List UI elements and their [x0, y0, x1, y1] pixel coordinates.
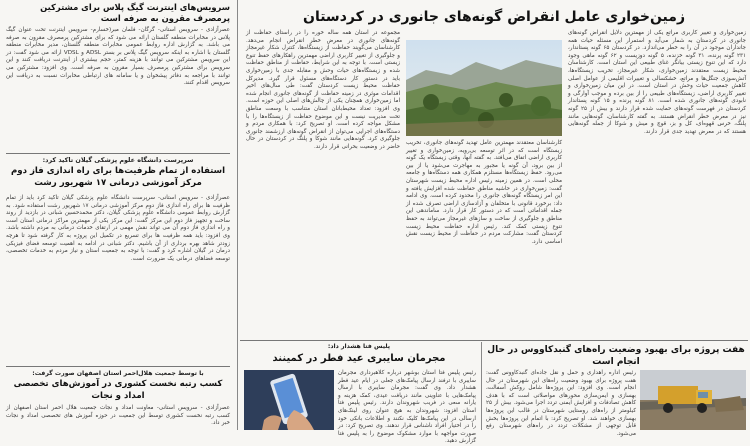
left-divider-2: [6, 366, 230, 367]
redcrescent-article-body: عصرآزادی - سرویس استانی- معاونت امداد و نجات جمعیت هلال احمر استان اصفهان از کسب رتبه نخست کشوری توسط این جمعیت در حوزه آموزش های تخصصی امداد و نجات خبر داد.: [6, 405, 230, 427]
bottom-column-rule: [481, 342, 482, 430]
landscape-illustration: [406, 40, 562, 136]
phone-illustration: [244, 370, 334, 430]
left-divider-1: [6, 153, 230, 154]
smartphone-hand-photo: [244, 370, 334, 430]
landgrab-body-middle: مجموعه در استان همه ساله خوره را در راستای حفاظت از گونه‌های جانوری در معرض خطر انقراض انجام می‌دهد. کارشناسان می‌گویند حفاظت از زیستگاه‌ها، کنترل شکار غیرمجاز و جلوگیری از تغییر کاربری اراضی مهمترین راهکارهای حفظ تنوع زیستی است. با توجه به این شرایط، حفاظت از مناطق حفاظت شده و زیستگاه‌های حیات وحش و مقابله جدی با زمین‌خواری باید در دستور کار دستگاه‌های مسئول قرار گیرد. مدیرکل حفاظت محیط زیست کردستان گفت: طی سال‌های اخیر اقدامات موثری در زمینه حفاظت از گونه‌های جانوری انجام شده اما زمین‌خواری همچنان یکی از چالش‌های اصلی این حوزه است. وی افزود: تعداد محیط‌بانان استان متناسب با وسعت مناطق تحت مدیریت نیست و این موضوع حفاظت از زیستگاه‌ها را با مشکل مواجه کرده است. او تصریح کرد: با همکاری مردم و دستگاه‌های اجرایی می‌توان از انقراض گونه‌های ارزشمند جانوری جلوگیری کرد. گونه‌هایی مانند شوکا و پلنگ در کردستان در حال حاضر در وضعیت بحرانی قرار دارند.: [246, 30, 400, 150]
main-feature: [240, 0, 750, 340]
road-construction-photo: [640, 370, 746, 430]
landgrab-body-left: کارشناسان معتقدند مهمترین عامل تهدید گونه‌های جانوری، تخریب زیستگاه است که در اثر توسعه بی‌رویه، زمین‌خواری و تغییر کاربری اراضی اتفاق می‌افتد. به گفته آنها، وقتی زیستگاه یک گونه از بین برود، آن گونه یا مجبور به مهاجرت می‌شود یا از بین می‌رود. حفظ زیستگاه‌ها مستلزم همکاری همه دستگاه‌ها و جامعه محلی است. در همین زمینه رئیس اداره محیط زیست شهرستان گفت: زمین‌خواری در حاشیه مناطق حفاظت شده افزایش یافته و این امر زیستگاه گونه‌های جانوری را محدود کرده است. وی ادامه داد: برخورد قانونی با متخلفان و آزادسازی اراضی تصرف شده از جمله اقداماتی است که در دستور کار قرار دارد. ساماندهی این مناطق و جلوگیری از ساخت و سازهای غیرمجاز می‌تواند به حفظ تنوع زیستی کمک کند. رئیس اداره حفاظت محیط زیست کردستان گفت: مشارکت مردم در حفاظت از محیط زیست نقش اساسی دارد.: [406, 140, 562, 245]
landgrab-headline: زمین‌خواری عامل انقراض گونه‌های جانوری در کردستان: [303, 9, 685, 25]
cyber-headline: مجرمان سایبری عید فطر در کمینند: [272, 353, 446, 364]
gonbad-roads-story: [484, 342, 748, 437]
gigplus-article-body: عصرآزادی - سرویس استانی- گرگان- فلمان مبر(خسارم- سرویس اینترنت تحت عنوان گیگ پلاس در مخابرات منطقه گلستان ارائه می شود که برای مشترکین پرمصرف مقرون به صرفه می باشد. به گزارش اداره روابط عمومی مخابرات منطقه گلستان، مدیر مخابرات منطقه گلستان با اشاره به اینکه سرویس گیگ پلاس بر بستر ADSL و VDSL ارائه می شود گفت: در این سرویس مشترکین می توانند با هزینه کمتر، حجم بیشتری از اینترنت دریافت کنند و این سرویس برای مشترکین پرمصرف بسیار مقرون به صرفه است. وی افزود: مشترکین می توانند با مراجعه به دفاتر پیشخوان و یا سامانه های ارتباطی مخابرات نسبت به دریافت این سرویس اقدام کنند.: [6, 27, 230, 87]
cyber-kicker: پلیس فتا هشدار داد:: [327, 343, 391, 350]
gonbad-headline: هفت پروژه برای بهبود وضعیت راه‌های گنبدکاووس در حال انجام است: [487, 345, 745, 367]
gigplus-headline: سرویس‌های اینترنت گیگ پلاس برای مشترکین پرمصرف مقرون به صرفه است: [40, 2, 230, 23]
redcrescent-kicker: با توسط جمعیت هلال‌احمر استان اصفهان صورت گرفت:: [32, 370, 204, 377]
gums-article-body: عصرآزادی - سرویس استانی- سرپرست دانشگاه علوم پزشکی گیلان تاکید کرد باید از تمام ظرفیت ها برای راه اندازی فاز دوم مرکز آموزشی درمانی ۱۷ شهریور رشت استفاده شود. به گزارش روابط عمومی دانشگاه علوم پزشکی گیلان، دکتر محمدحسین شبانی در بازدید از روند ساخت و تجهیز فاز دوم این مرکز گفت: این مرکز یکی از مهمترین مراکز درمانی استان است و راه اندازی فاز دوم آن می تواند نقش مهمی در ارتقای خدمات درمانی به مردم داشته باشد. وی افزود: باید همه ظرفیت ها برای تسریع در تکمیل این پروژه به کار گرفته شود تا هرچه زودتر شاهد بهره برداری از آن باشیم. دکتر شبانی در ادامه به اهمیت توسعه فضای فیزیکی درمان در گیلان اشاره کرد و گفت: با توجه به جمعیت استان و نیاز مردم به خدمات تخصصی، توسعه فضاهای درمانی یک ضرورت است.: [6, 195, 230, 262]
kurdistan-landscape-photo: [406, 40, 562, 136]
truck-illustration: [640, 370, 746, 430]
gums-kicker: سرپرست دانشگاه علوم پزشکی گیلان تاکید کرد:: [42, 156, 194, 164]
redcrescent-headline: کسب رتبه نخست کشوری در آموزش‌های تخصصی امداد و نجات: [13, 379, 223, 401]
gums-headline: استفاده از تمام ظرفیت‌ها برای راه اندازی فاز دوم مرکز آموزشی درمانی ۱۷ شهریور رشت: [10, 166, 226, 188]
column-rule-vertical: [237, 0, 238, 430]
main-bottom-divider: [240, 340, 748, 341]
gonbad-article-body: رئیس اداره راهداری و حمل و نقل جاده‌ای گنبدکاووس گفت: هفت پروژه برای بهبود وضعیت راه‌های این شهرستان در حال انجام است. وی افزود: این پروژه‌ها شامل روکش آسفالت، بهسازی و ایمن‌سازی محورهای مواصلاتی است که با هدف کاهش تصادفات و افزایش ایمنی تردد اجرا می‌شود. بیش از ۲۵ کیلومتر از راه‌های روستایی شهرستان در قالب این پروژه‌ها بهسازی خواهند شد. او تصریح کرد: با اتمام این پروژه‌ها بخش قابل توجهی از مشکلات تردد در راه‌های شهرستان رفع می‌شود.: [486, 370, 636, 437]
landgrab-body-right: زمین‌خواری و تغییر کاربری مراتع یکی از مهمترین دلایل انقراض گونه‌های جانوری در کردستان به شمار می‌آید و استمرار این مسئله حیات همه جانداران موجود در آن را به خطر می‌اندازد. در کردستان ۶۵ گونه پستاندار، ۲۳۱ گونه پرنده، ۳۱ گونه خزنده، ۵ گونه دوزیست و ۶۲ گونه ماهی وجود دارد که این تنوع زیستی بیانگر غنای طبیعی این استان است. کارشناسان محیط زیست معتقدند زمین‌خواری، شکار غیرمجاز، تخریب زیستگاه‌ها، آتش‌سوزی جنگل‌ها و مراتع، خشکسالی و تغییرات اقلیمی از عوامل اصلی کاهش جمعیت حیات وحش در استان است. در این میان زمین‌خواری و تغییر کاربری اراضی، زیستگاه‌های طبیعی را از بین برده و موجب آوارگی و نابودی گونه‌های جانوری شده است. ۸۱ گونه پرنده و ۱۵ گونه پستاندار کردستان در فهرست گونه‌های حمایت شده قرار دارند و بیش از ۲۵ گونه نیز در معرض خطر انقراض هستند. به گفته کارشناسان، گونه‌هایی مانند پلنگ، خرس قهوه‌ای، کل و بز، قوچ و میش و شوکا از جمله گونه‌هایی هستند که در معرض تهدید جدی قرار دارند.: [568, 30, 747, 135]
left-column: [2, 0, 234, 430]
cyber-article-body: رئیس پلیس فتا استان بوشهر درباره کلاهبرداری مجرمان سایبری با ترفند ارسال پیامک‌های جعلی در ایام عید فطر هشدار داد. وی گفت: مجرمان سایبری با ارسال پیامک‌هایی با عناوینی مانند دریافت عیدی، کمک هزینه و یارانه سعی در فریب شهروندان دارند. رئیس پلیس فتا استان افزود: شهروندان به هیچ عنوان روی لینک‌های ارسالی در این پیامک‌ها کلیک نکنند و اطلاعات بانکی خود را در اختیار افراد ناشناس قرار ندهند. وی تصریح کرد: در صورت مواجهه با موارد مشکوک موضوع را به پلیس فتا گزارش دهید.: [338, 370, 476, 445]
cyber-police-story: [240, 342, 478, 445]
